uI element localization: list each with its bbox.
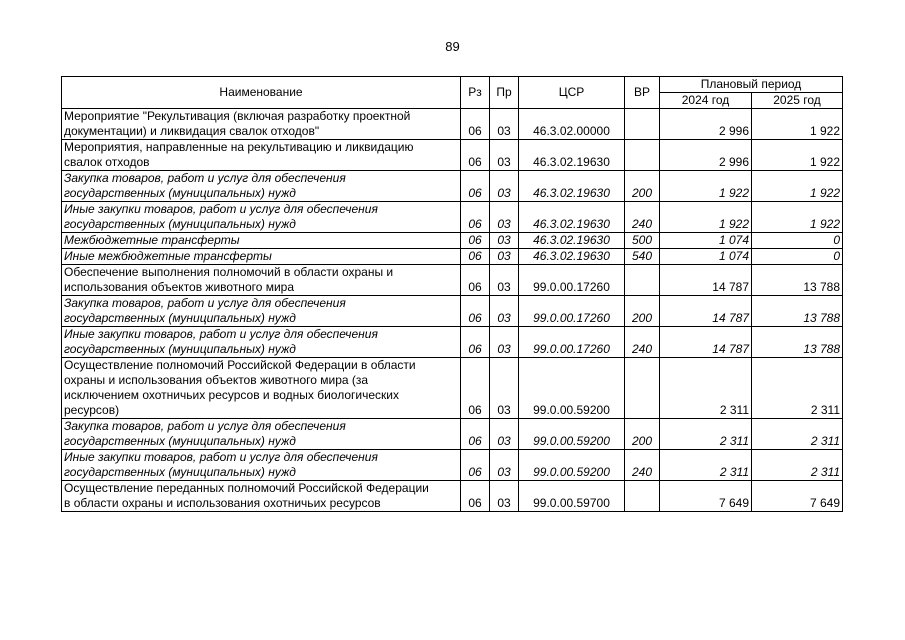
cell-vr <box>625 358 660 419</box>
cell-rz: 06 <box>461 202 490 233</box>
cell-2024: 2 996 <box>660 140 752 171</box>
cell-2024: 1 074 <box>660 249 752 265</box>
cell-csr: 46.3.02.19630 <box>519 249 625 265</box>
cell-name: Мероприятия, направленные на рекультивацию и ликвидацию свалок отходов <box>62 140 461 171</box>
header-name: Наименование <box>62 77 461 109</box>
page-number: 89 <box>445 39 460 54</box>
cell-2025: 0 <box>752 233 843 249</box>
header-year-2024: 2024 год <box>660 93 752 109</box>
cell-rz: 06 <box>461 249 490 265</box>
cell-2024: 14 787 <box>660 265 752 296</box>
cell-vr: 200 <box>625 171 660 202</box>
header-rz: Рз <box>461 77 490 109</box>
cell-pr: 03 <box>490 419 519 450</box>
cell-2025: 1 922 <box>752 171 843 202</box>
header-csr: ЦСР <box>519 77 625 109</box>
cell-name: Иные закупки товаров, работ и услуг для обеспечения государственных (муниципальных) нужд <box>62 327 461 358</box>
cell-rz: 06 <box>461 419 490 450</box>
cell-rz: 06 <box>461 481 490 512</box>
cell-csr: 46.3.02.00000 <box>519 109 625 140</box>
cell-2025: 1 922 <box>752 140 843 171</box>
cell-2025: 0 <box>752 249 843 265</box>
cell-csr: 99.0.00.59200 <box>519 450 625 481</box>
cell-rz: 06 <box>461 265 490 296</box>
cell-pr: 03 <box>490 296 519 327</box>
header-pr: Пр <box>490 77 519 109</box>
cell-vr: 240 <box>625 450 660 481</box>
cell-rz: 06 <box>461 109 490 140</box>
cell-pr: 03 <box>490 140 519 171</box>
cell-2024: 7 649 <box>660 481 752 512</box>
cell-vr: 200 <box>625 419 660 450</box>
table-row <box>62 327 843 358</box>
table-row <box>62 358 843 419</box>
cell-rz: 06 <box>461 327 490 358</box>
cell-pr: 03 <box>490 450 519 481</box>
cell-2025: 7 649 <box>752 481 843 512</box>
table-row <box>62 249 843 265</box>
cell-2025: 1 922 <box>752 202 843 233</box>
cell-pr: 03 <box>490 327 519 358</box>
cell-pr: 03 <box>490 249 519 265</box>
cell-vr: 540 <box>625 249 660 265</box>
cell-csr: 46.3.02.19630 <box>519 171 625 202</box>
cell-vr <box>625 481 660 512</box>
cell-2024: 2 311 <box>660 419 752 450</box>
cell-csr: 99.0.00.17260 <box>519 327 625 358</box>
cell-vr <box>625 265 660 296</box>
cell-csr: 99.0.00.17260 <box>519 265 625 296</box>
table-row <box>62 419 843 450</box>
cell-2025: 2 311 <box>752 450 843 481</box>
cell-2024: 1 922 <box>660 202 752 233</box>
table-row <box>62 171 843 202</box>
table-row <box>62 450 843 481</box>
cell-csr: 46.3.02.19630 <box>519 233 625 249</box>
cell-pr: 03 <box>490 171 519 202</box>
cell-name: Обеспечение выполнения полномочий в области охраны и использования объектов животного мира <box>62 265 461 296</box>
cell-vr: 240 <box>625 327 660 358</box>
header-year-2025: 2025 год <box>752 93 843 109</box>
cell-csr: 99.0.00.59200 <box>519 419 625 450</box>
cell-2024: 2 996 <box>660 109 752 140</box>
cell-name: Мероприятие "Рекультивация (включая разработку проектной документации) и ликвидация свалок отходов" <box>62 109 461 140</box>
cell-csr: 46.3.02.19630 <box>519 140 625 171</box>
cell-pr: 03 <box>490 481 519 512</box>
cell-rz: 06 <box>461 171 490 202</box>
cell-2024: 1 922 <box>660 171 752 202</box>
cell-csr: 99.0.00.59200 <box>519 358 625 419</box>
cell-2025: 13 788 <box>752 265 843 296</box>
cell-2024: 2 311 <box>660 358 752 419</box>
cell-pr: 03 <box>490 109 519 140</box>
table-body <box>62 109 843 512</box>
cell-2025: 2 311 <box>752 419 843 450</box>
cell-name: Осуществление переданных полномочий Российской Федерации в области охраны и использования охотничьих ресурсов <box>62 481 461 512</box>
cell-name: Иные закупки товаров, работ и услуг для обеспечения государственных (муниципальных) нужд <box>62 450 461 481</box>
table-row <box>62 481 843 512</box>
header-vr: ВР <box>625 77 660 109</box>
cell-name: Закупка товаров, работ и услуг для обеспечения государственных (муниципальных) нужд <box>62 296 461 327</box>
cell-pr: 03 <box>490 233 519 249</box>
cell-pr: 03 <box>490 265 519 296</box>
table-row <box>62 296 843 327</box>
cell-rz: 06 <box>461 450 490 481</box>
cell-rz: 06 <box>461 140 490 171</box>
cell-vr: 500 <box>625 233 660 249</box>
cell-2024: 14 787 <box>660 296 752 327</box>
cell-name: Закупка товаров, работ и услуг для обеспечения государственных (муниципальных) нужд <box>62 171 461 202</box>
table-row <box>62 109 843 140</box>
table-row <box>62 140 843 171</box>
table-row <box>62 202 843 233</box>
cell-vr <box>625 140 660 171</box>
cell-name: Иные закупки товаров, работ и услуг для обеспечения государственных (муниципальных) нужд <box>62 202 461 233</box>
cell-2024: 14 787 <box>660 327 752 358</box>
cell-2025: 1 922 <box>752 109 843 140</box>
cell-name: Иные межбюджетные трансферты <box>62 249 461 265</box>
cell-csr: 99.0.00.17260 <box>519 296 625 327</box>
table-row <box>62 265 843 296</box>
cell-pr: 03 <box>490 358 519 419</box>
cell-2025: 13 788 <box>752 327 843 358</box>
cell-rz: 06 <box>461 358 490 419</box>
cell-csr: 46.3.02.19630 <box>519 202 625 233</box>
cell-2024: 2 311 <box>660 450 752 481</box>
cell-csr: 99.0.00.59700 <box>519 481 625 512</box>
budget-table <box>61 76 843 512</box>
cell-vr: 240 <box>625 202 660 233</box>
cell-rz: 06 <box>461 233 490 249</box>
cell-vr <box>625 109 660 140</box>
cell-rz: 06 <box>461 296 490 327</box>
cell-pr: 03 <box>490 202 519 233</box>
cell-name: Закупка товаров, работ и услуг для обеспечения государственных (муниципальных) нужд <box>62 419 461 450</box>
cell-2024: 1 074 <box>660 233 752 249</box>
cell-name: Осуществление полномочий Российской Федерации в области охраны и использования объектов животного мира (за исключением охотничьих ресурсов и водных биологических ресурсов) <box>62 358 461 419</box>
table-row <box>62 233 843 249</box>
cell-2025: 13 788 <box>752 296 843 327</box>
cell-vr: 200 <box>625 296 660 327</box>
cell-2025: 2 311 <box>752 358 843 419</box>
header-plan-period: Плановый период <box>660 77 843 93</box>
cell-name: Межбюджетные трансферты <box>62 233 461 249</box>
